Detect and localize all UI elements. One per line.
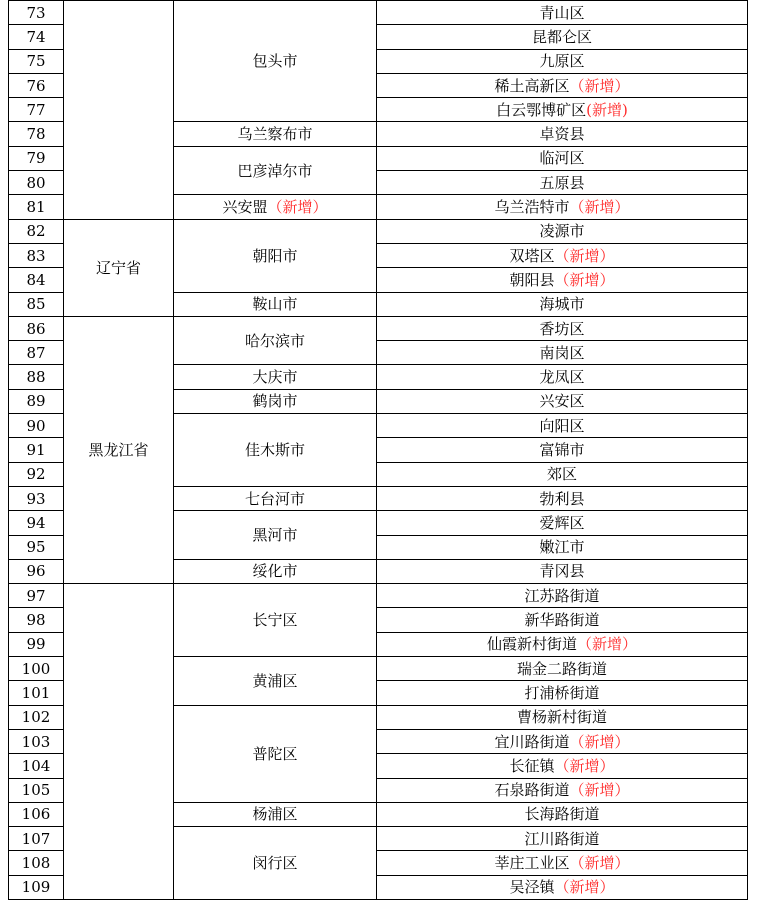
district-cell — [377, 365, 748, 389]
row-number: 101 — [9, 681, 64, 705]
district-cell — [377, 414, 748, 438]
row-number: 106 — [9, 802, 64, 826]
district-name: 稀土高新区 — [494, 76, 570, 95]
new-tag: （新增） — [569, 854, 630, 873]
district-cell — [377, 98, 748, 122]
row-number: 94 — [9, 511, 64, 535]
district-cell — [377, 146, 748, 170]
new-tag: （新增） — [577, 635, 638, 654]
district-name: 长征镇 — [509, 756, 555, 775]
row-number: 96 — [9, 559, 64, 583]
district-cell — [377, 49, 748, 73]
district-name: 向阳区 — [539, 416, 585, 435]
district-name: 爱辉区 — [539, 513, 585, 532]
district-name: 石泉路街道 — [494, 781, 570, 800]
city-name: 黄浦区 — [252, 671, 298, 690]
city-name: 鹤岗市 — [252, 392, 298, 411]
city-cell — [174, 1, 377, 122]
row-number: 91 — [9, 438, 64, 462]
row-number: 86 — [9, 316, 64, 340]
city-name: 普陀区 — [252, 744, 298, 763]
row-number: 85 — [9, 292, 64, 316]
district-name: 郊区 — [546, 465, 577, 484]
new-tag: （新增） — [554, 270, 615, 289]
district-cell — [377, 827, 748, 851]
city-name: 七台河市 — [244, 489, 305, 508]
district-name: 江川路街道 — [524, 829, 600, 848]
district-cell — [377, 195, 748, 219]
row-number: 88 — [9, 365, 64, 389]
city-cell — [174, 657, 377, 706]
district-name: 宜川路街道 — [494, 732, 570, 751]
district-cell — [377, 122, 748, 146]
row-number: 104 — [9, 754, 64, 778]
city-name: 佳木斯市 — [244, 440, 305, 459]
district-name: 青山区 — [539, 3, 585, 22]
row-number: 98 — [9, 608, 64, 632]
district-name: 凌源市 — [539, 222, 585, 241]
district-cell — [377, 486, 748, 510]
district-name: 莘庄工业区 — [494, 854, 570, 873]
district-name: 乌兰浩特市 — [494, 198, 570, 217]
district-name: 长海路街道 — [524, 805, 600, 824]
row-number: 79 — [9, 146, 64, 170]
district-cell — [377, 535, 748, 559]
district-name: 龙凤区 — [539, 368, 585, 387]
city-name: 鞍山市 — [252, 295, 298, 314]
city-name: 长宁区 — [252, 611, 298, 630]
city-cell — [174, 389, 377, 413]
district-cell — [377, 559, 748, 583]
district-name: 卓资县 — [539, 125, 585, 144]
district-cell — [377, 73, 748, 97]
new-tag: （新增） — [554, 878, 615, 897]
table-row — [9, 584, 748, 608]
row-number: 76 — [9, 73, 64, 97]
new-tag: （新增） — [569, 781, 630, 800]
city-name: 黑河市 — [252, 526, 298, 545]
row-number: 80 — [9, 171, 64, 195]
row-number: 75 — [9, 49, 64, 73]
new-tag: （新增） — [554, 756, 615, 775]
row-number: 105 — [9, 778, 64, 802]
row-number: 108 — [9, 851, 64, 875]
province-cell — [64, 219, 174, 316]
district-cell — [377, 875, 748, 899]
city-cell — [174, 584, 377, 657]
district-name: 仙霞新村街道 — [486, 635, 577, 654]
row-number: 102 — [9, 705, 64, 729]
city-name: 兴安盟 — [222, 198, 268, 217]
table-row — [9, 1, 748, 25]
city-cell — [174, 414, 377, 487]
district-cell — [377, 584, 748, 608]
district-name: 瑞金二路街道 — [516, 659, 607, 678]
district-cell — [377, 462, 748, 486]
row-number: 74 — [9, 25, 64, 49]
city-cell — [174, 511, 377, 560]
city-cell — [174, 195, 377, 219]
district-cell — [377, 1, 748, 25]
new-tag: (新增) — [586, 100, 628, 119]
city-name: 乌兰察布市 — [237, 125, 313, 144]
district-name: 九原区 — [539, 52, 585, 71]
new-tag: （新增） — [569, 76, 630, 95]
region-table — [8, 0, 748, 900]
district-cell — [377, 608, 748, 632]
district-name: 兴安区 — [539, 392, 585, 411]
district-cell — [377, 268, 748, 292]
district-name: 打浦桥街道 — [524, 683, 600, 702]
district-name: 五原县 — [539, 173, 585, 192]
row-number: 93 — [9, 486, 64, 510]
district-cell — [377, 705, 748, 729]
city-name: 朝阳市 — [252, 246, 298, 265]
city-name: 大庆市 — [252, 368, 298, 387]
table-row — [9, 316, 748, 340]
district-name: 双塔区 — [509, 246, 555, 265]
district-cell — [377, 389, 748, 413]
city-cell — [174, 486, 377, 510]
district-cell — [377, 171, 748, 195]
district-cell — [377, 25, 748, 49]
province-cell-empty — [64, 584, 174, 900]
row-number: 78 — [9, 122, 64, 146]
district-name: 青冈县 — [539, 562, 585, 581]
district-cell — [377, 681, 748, 705]
district-name: 江苏路街道 — [524, 586, 600, 605]
row-number: 97 — [9, 584, 64, 608]
city-cell — [174, 122, 377, 146]
row-number: 83 — [9, 243, 64, 267]
city-name: 绥化市 — [252, 562, 298, 581]
district-name: 曹杨新村街道 — [516, 708, 607, 727]
new-tag: （新增） — [554, 246, 615, 265]
district-cell — [377, 341, 748, 365]
new-tag: （新增） — [569, 198, 630, 217]
district-cell — [377, 243, 748, 267]
district-name: 嫩江市 — [539, 538, 585, 557]
row-number: 87 — [9, 341, 64, 365]
district-cell — [377, 632, 748, 656]
province-name: 黑龙江省 — [88, 440, 149, 459]
row-number: 92 — [9, 462, 64, 486]
city-cell — [174, 219, 377, 292]
district-name: 昆都仑区 — [531, 27, 592, 46]
district-cell — [377, 754, 748, 778]
district-name: 朝阳县 — [509, 270, 555, 289]
district-cell — [377, 219, 748, 243]
city-cell — [174, 559, 377, 583]
district-cell — [377, 511, 748, 535]
city-cell — [174, 292, 377, 316]
province-cell-continued — [64, 1, 174, 220]
district-cell — [377, 657, 748, 681]
row-number: 77 — [9, 98, 64, 122]
new-tag: （新增） — [267, 198, 328, 217]
row-number: 89 — [9, 389, 64, 413]
district-cell — [377, 802, 748, 826]
district-name: 香坊区 — [539, 319, 585, 338]
row-number: 107 — [9, 827, 64, 851]
row-number: 84 — [9, 268, 64, 292]
table-row — [9, 219, 748, 243]
district-name: 富锦市 — [539, 440, 585, 459]
city-name: 闵行区 — [252, 854, 298, 873]
district-cell — [377, 316, 748, 340]
city-name: 杨浦区 — [252, 805, 298, 824]
row-number: 90 — [9, 414, 64, 438]
district-name: 南岗区 — [539, 343, 585, 362]
row-number: 109 — [9, 875, 64, 899]
row-number: 95 — [9, 535, 64, 559]
district-cell — [377, 292, 748, 316]
district-name: 临河区 — [539, 149, 585, 168]
row-number: 103 — [9, 729, 64, 753]
district-cell — [377, 778, 748, 802]
row-number: 73 — [9, 1, 64, 25]
district-name: 白云鄂博矿区 — [496, 100, 587, 119]
province-cell — [64, 316, 174, 583]
district-cell — [377, 851, 748, 875]
district-name: 吴泾镇 — [509, 878, 555, 897]
city-name: 巴彦淖尔市 — [237, 161, 313, 180]
city-cell — [174, 365, 377, 389]
row-number: 100 — [9, 657, 64, 681]
city-name: 包头市 — [252, 52, 298, 71]
city-cell — [174, 146, 377, 195]
city-cell — [174, 705, 377, 802]
district-name: 海城市 — [539, 295, 585, 314]
row-number: 99 — [9, 632, 64, 656]
district-name: 勃利县 — [539, 489, 585, 508]
city-cell — [174, 827, 377, 900]
city-cell — [174, 316, 377, 365]
row-number: 82 — [9, 219, 64, 243]
new-tag: （新增） — [569, 732, 630, 751]
district-cell — [377, 729, 748, 753]
city-cell — [174, 802, 377, 826]
district-name: 新华路街道 — [524, 611, 600, 630]
province-name: 辽宁省 — [95, 258, 141, 277]
row-number: 81 — [9, 195, 64, 219]
city-name: 哈尔滨市 — [244, 331, 305, 350]
district-cell — [377, 438, 748, 462]
